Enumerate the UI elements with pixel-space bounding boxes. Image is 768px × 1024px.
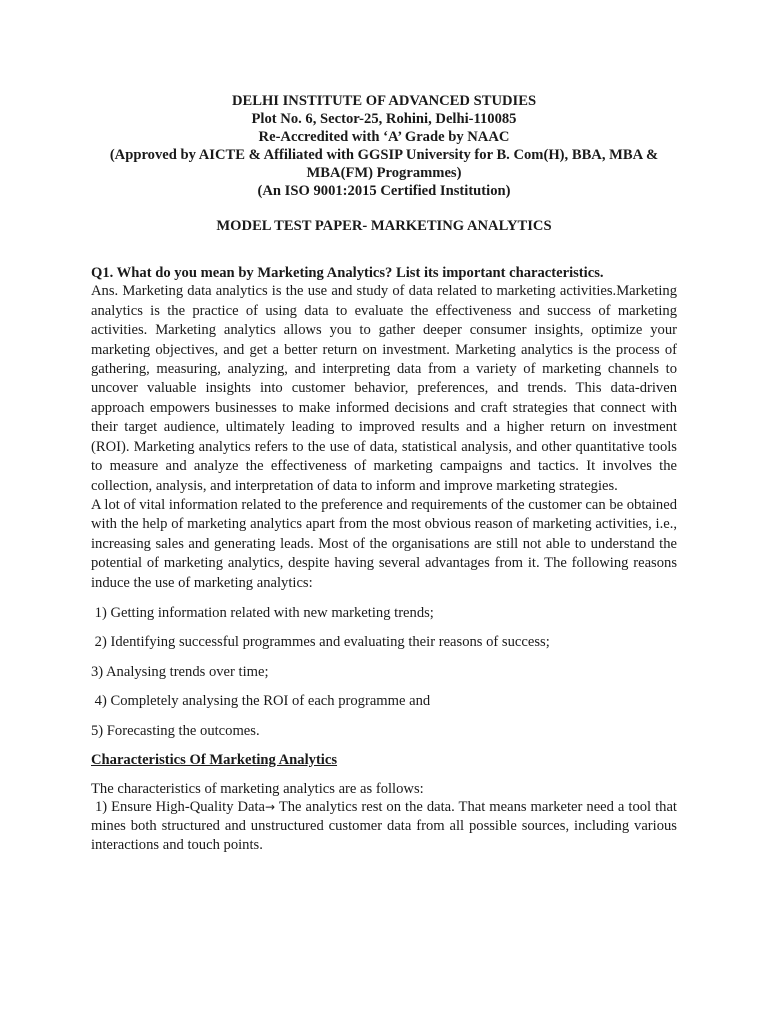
reasons-intro-paragraph: A lot of vital information related to the preference and requirements of the customer can be obtained with the help of marketing analytics apart from the most obvious reason of marketing activities, i.e., increasing sales and generating leads. Most of the organisations are still not able to understand the potential of marketing analytics, despite having several advantages from it. The following reasons induce the use of marketing analytics: xyxy=(91,496,677,591)
reason-item: 2) Identifying successful programmes and evaluating their reasons of success; xyxy=(91,634,550,651)
approval-line: (Approved by AICTE & Affiliated with GGSIP University for B. Com(H), BBA, MBA & MBA(FM) Programmes) xyxy=(109,146,659,181)
institution-address: Plot No. 6, Sector-25, Rohini, Delhi-110085 xyxy=(251,110,517,127)
iso-certification-line: (An ISO 9001:2015 Certified Institution) xyxy=(257,182,511,199)
characteristics-heading: Characteristics Of Marketing Analytics xyxy=(91,751,338,768)
answer-paragraph: Ans. Marketing data analytics is the use and study of data related to marketing activities.Marketing analytics is the practice of using data to evaluate the effectiveness and success of marketing activities. Marketing analytics allows you to gather deeper consumer insights, optimize your marketing objectives, and get a better return on investment. Marketing analytics is the process of gathering, measuring, analyzing, and interpreting data from a variety of marketing channels to uncover valuable insights into customer behavior, preferences, and trends. This data-driven approach empowers businesses to make informed decisions and craft strategies that connect with their target audience, ultimately leading to improved results and a higher return on investment (ROI). Marketing analytics refers to the use of data, statistical analysis, and other quantitative tools to measure and analyze the effectiveness of marketing campaigns and tactics. It involves the collection, analysis, and interpretation of data to inform and improve marketing strategies. xyxy=(91,283,677,494)
accreditation-line: Re-Accredited with ‘A’ Grade by NAAC xyxy=(258,128,510,145)
reason-item: 5) Forecasting the outcomes. xyxy=(91,722,260,739)
characteristic-label: 1) Ensure High-Quality Data xyxy=(91,798,266,815)
question-1: Q1. What do you mean by Marketing Analytics? List its important characteristics. xyxy=(91,265,604,282)
institution-header xyxy=(91,93,677,200)
institution-name: DELHI INSTITUTE OF ADVANCED STUDIES xyxy=(231,93,537,109)
reason-item: 1) Getting information related with new marketing trends; xyxy=(91,604,434,621)
reason-item: 3) Analysing trends over time; xyxy=(91,663,269,680)
characteristics-intro: The characteristics of marketing analytics are as follows: xyxy=(91,780,424,797)
test-paper-title: MODEL TEST PAPER- MARKETING ANALYTICS xyxy=(216,218,552,235)
characteristic-item-1 xyxy=(91,798,677,856)
reason-item: 4) Completely analysing the ROI of each programme and xyxy=(91,693,431,710)
right-arrow-icon: → xyxy=(265,799,276,814)
characteristic-text: The analytics rest on the data. That means marketer need a tool that mines both structured and unstructured customer data from all possible sources, including various interactions and touch points. xyxy=(91,798,677,854)
